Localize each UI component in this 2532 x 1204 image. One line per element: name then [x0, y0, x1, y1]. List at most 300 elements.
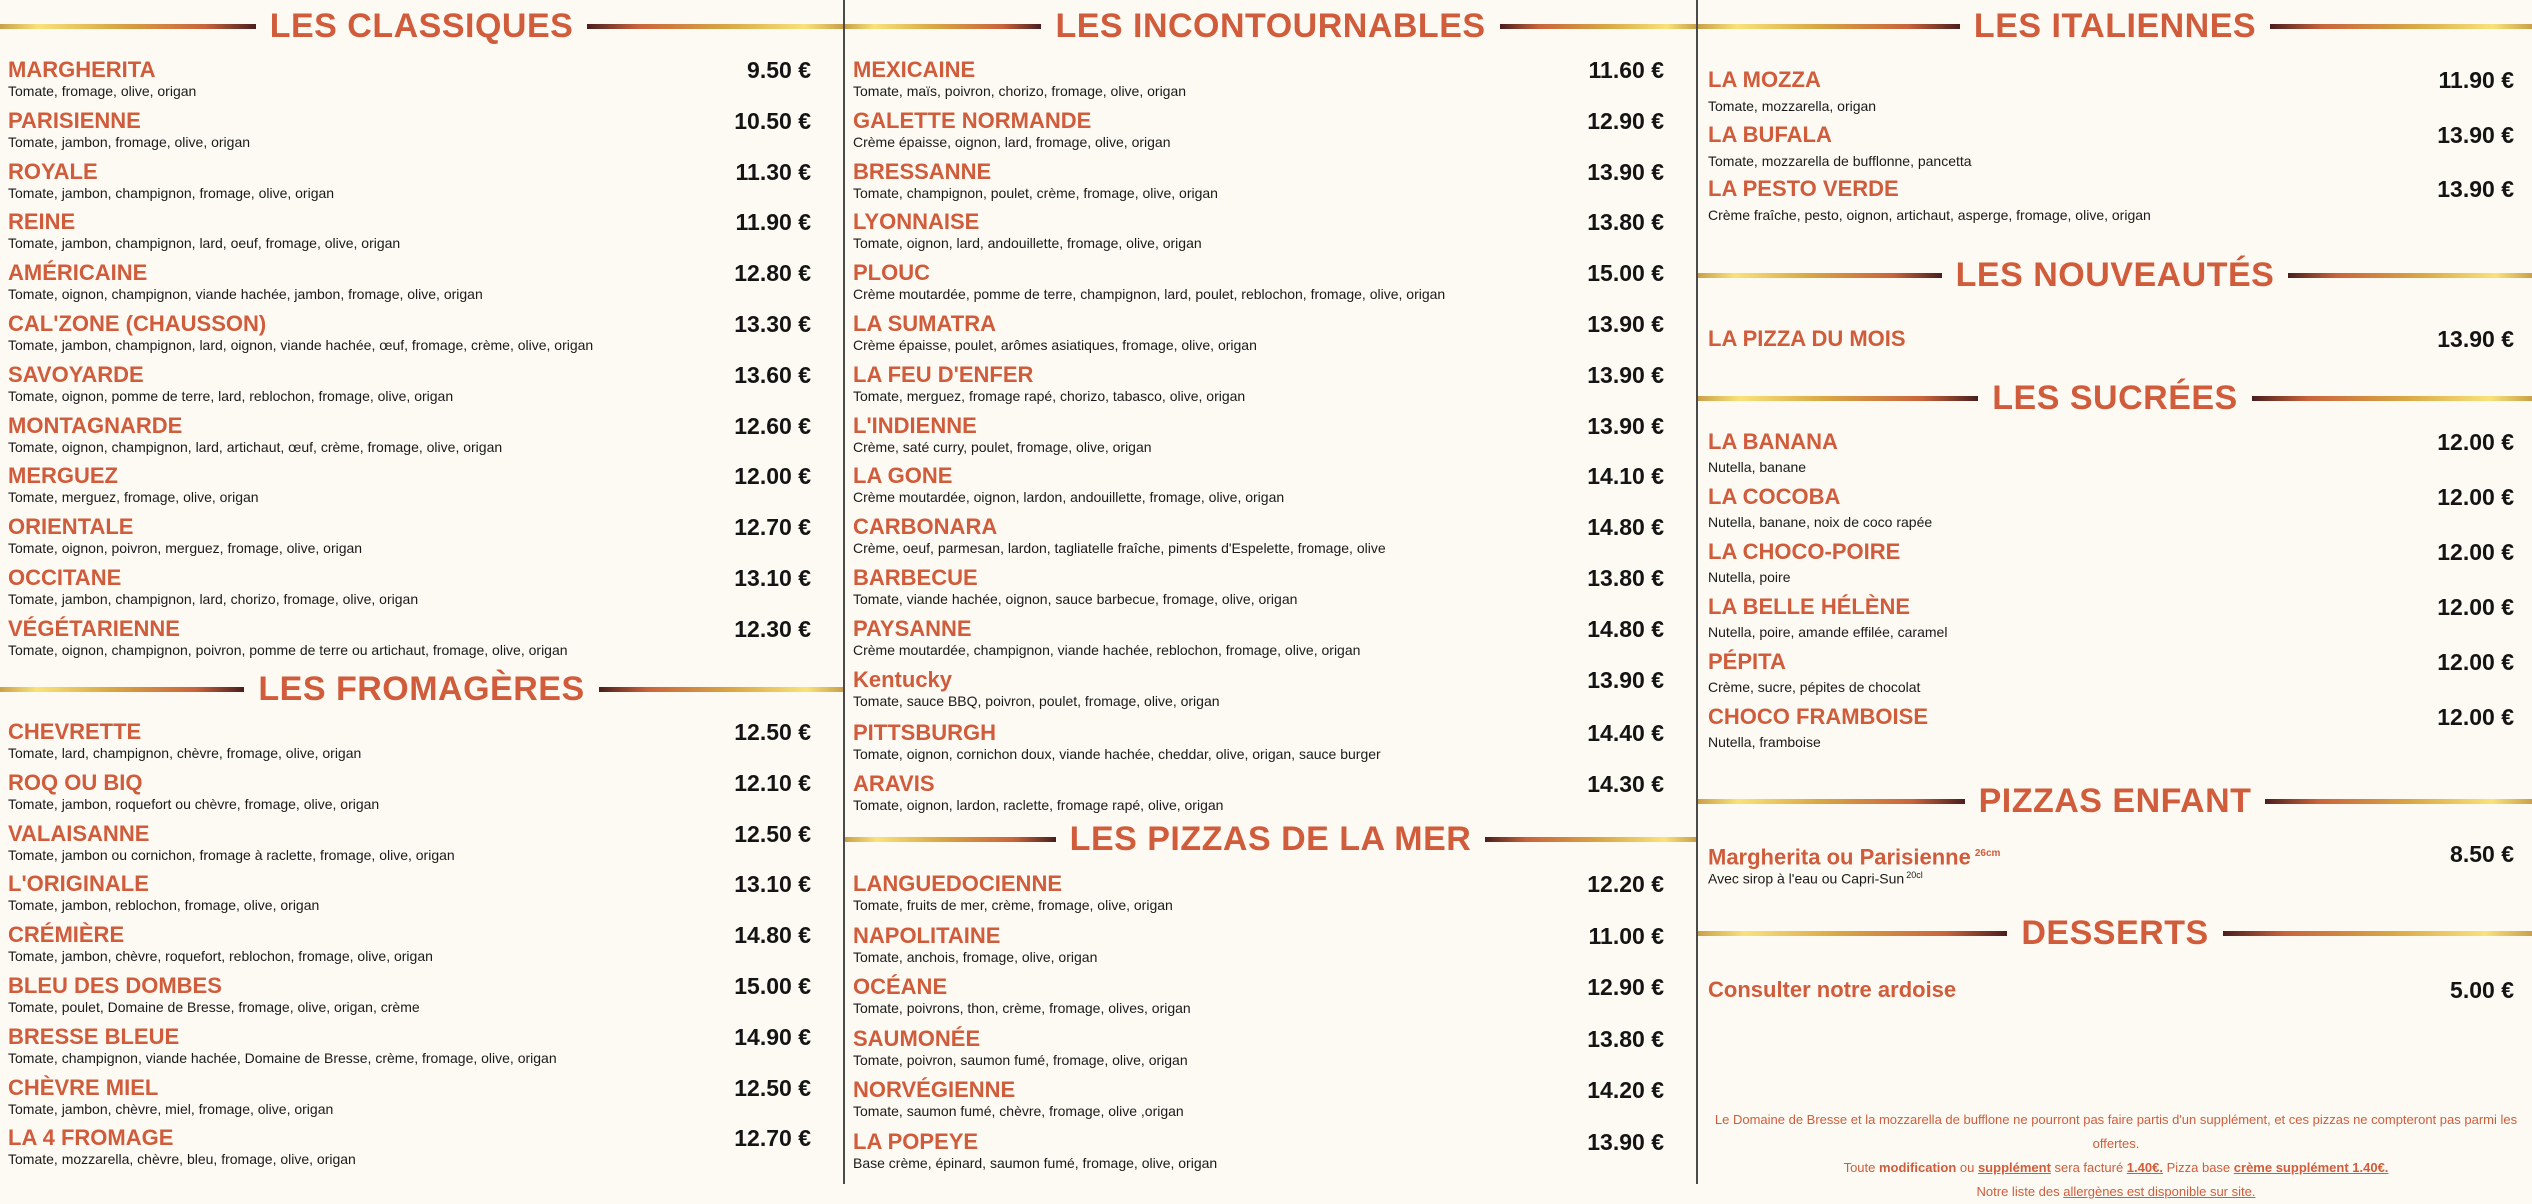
item-price: 13.80 € [1587, 209, 1664, 236]
item-description-text: Nutella, poire, amande effilée, caramel [1708, 624, 1948, 640]
divider-line [1500, 24, 1696, 29]
item-price: 8.50 € [2450, 841, 2514, 867]
item-price: 12.00 € [2437, 704, 2514, 730]
item-name [8, 464, 118, 488]
section-header-incontournables [845, 4, 1696, 48]
menu-item [8, 312, 811, 360]
item-name [853, 924, 1000, 948]
item-description-text: Crème moutardée, champignon, viande hachée, reblochon, fromage, olive, origan [853, 641, 1361, 658]
item-name-text: LA BELLE HÉLÈNE [1708, 594, 1911, 619]
item-price: 12.90 € [1587, 974, 1664, 1000]
item-price: 12.00 € [2437, 649, 2514, 675]
footer-notes [1700, 1108, 2532, 1204]
item-name [8, 58, 155, 82]
item-description [853, 540, 1386, 556]
divider-line [2288, 273, 2532, 278]
item-description-text: Avec sirop à l'eau ou Capri-Sun [1708, 870, 1905, 887]
divider-line [1698, 24, 1960, 29]
item-description-text: Tomate, merguez, fromage, olive, origan [8, 489, 259, 506]
section-header-fromageres [0, 667, 843, 711]
menu-item [1708, 123, 2514, 171]
item-description [8, 591, 418, 607]
item-description [8, 235, 400, 251]
menu-item [853, 210, 1664, 258]
menu-item [853, 566, 1664, 614]
item-name [8, 720, 141, 744]
item-description [853, 286, 1445, 302]
item-name-text: LA CHOCO-POIRE [1708, 539, 1901, 564]
item-description-text: Tomate, fruits de mer, crème, fromage, olive, origan [853, 897, 1173, 913]
item-name [8, 312, 266, 336]
menu-item [853, 772, 1664, 820]
item-name-text: GALETTE NORMANDE [853, 107, 1092, 133]
item-name-text: VALAISANNE [8, 820, 150, 846]
item-description-text: Tomate, mozzarella, chèvre, bleu, fromage, olive, origan [8, 1151, 356, 1168]
item-name-text: LA POPEYE [853, 1128, 979, 1154]
menu-item [853, 414, 1664, 462]
item-description-text: Tomate, poulet, Domaine de Bresse, fromage, olive, origan, crème [8, 999, 420, 1015]
footer-emphasis: supplément [1977, 1160, 2051, 1175]
item-name [853, 515, 997, 539]
menu-item [853, 668, 1664, 716]
section-header-pizzas-enfant [1698, 779, 2532, 823]
item-description [8, 185, 334, 201]
item-description-text: Tomate, jambon, champignon, lard, chorizo, fromage, olive, origan [8, 591, 419, 607]
item-description [853, 1103, 1184, 1119]
item-name-text: BRESSANNE [853, 158, 992, 184]
item-name [8, 566, 121, 590]
item-description [1708, 207, 2151, 223]
menu-item [8, 566, 811, 614]
item-description-text: Tomate, saumon fumé, chèvre, fromage, olive ,origan [853, 1103, 1184, 1119]
item-price: 12.60 € [734, 412, 811, 439]
item-name-text: BLEU DES DOMBES [8, 973, 222, 998]
item-description-text: Base crème, épinard, saumon fumé, fromage, olive, origan [853, 1154, 1218, 1171]
menu-item [8, 464, 811, 512]
item-description [8, 134, 250, 150]
item-name-text: CHEVRETTE [8, 719, 142, 744]
divider-line [1485, 837, 1696, 842]
divider-line [2223, 931, 2532, 936]
item-name-text: OCÉANE [853, 974, 948, 999]
item-name-text: BRESSE BLEUE [8, 1023, 180, 1049]
item-name [853, 109, 1091, 133]
item-name-text: MEXICAINE [853, 57, 976, 82]
item-price: 12.70 € [734, 514, 811, 541]
divider-line [1698, 931, 2007, 936]
item-price: 12.00 € [2437, 594, 2514, 620]
menu-item [853, 1078, 1664, 1126]
item-description [8, 642, 568, 658]
item-description-text: Tomate, mozzarella, origan [1708, 98, 1877, 114]
item-price: 13.90 € [2437, 326, 2514, 352]
item-name-text: ROQ OU BIQ [8, 769, 143, 795]
item-price: 12.00 € [2437, 539, 2514, 565]
item-description [853, 1052, 1188, 1068]
divider-line [599, 687, 843, 692]
item-description-text: Tomate, oignon, pomme de terre, lard, reblochon, fromage, olive, origan [8, 387, 454, 404]
item-price: 13.90 € [1587, 361, 1664, 388]
section-title: LES FROMAGÈRES [258, 669, 585, 708]
item-description-text: Nutella, poire [1708, 569, 1791, 585]
item-name-text: ROYALE [8, 158, 98, 184]
item-description-text: Tomate, jambon, chèvre, roquefort, reblochon, fromage, olive, origan [8, 948, 433, 965]
item-description [8, 847, 455, 863]
item-name [8, 923, 124, 947]
menu-item [1708, 68, 2514, 116]
menu-item [8, 1025, 811, 1073]
item-name [1708, 123, 1832, 147]
item-price: 14.30 € [1587, 771, 1664, 798]
item-name [853, 160, 991, 184]
allergens-link[interactable]: allergènes est disponible sur site. [2063, 1184, 2256, 1199]
item-price: 11.60 € [1588, 57, 1664, 83]
menu-item [853, 721, 1664, 769]
item-description [1708, 679, 1920, 695]
item-price: 14.80 € [734, 922, 811, 949]
item-description-text: Tomate, champignon, poulet, crème, fromage, olive, origan [853, 184, 1218, 201]
item-name-text: ARAVIS [853, 771, 935, 797]
item-description [8, 1050, 557, 1066]
item-description-text: Nutella, banane, noix de coco rapée [1708, 514, 1933, 530]
menu-item [8, 1076, 811, 1124]
menu-item [853, 261, 1664, 309]
item-description-text: Tomate, viande hachée, oignon, sauce barbecue, fromage, olive, origan [853, 591, 1298, 607]
item-price: 12.30 € [734, 615, 811, 642]
item-description [8, 745, 361, 761]
item-name [8, 160, 98, 184]
item-description-text: Crème, sucre, pépites de chocolat [1708, 679, 1921, 695]
item-description [1708, 459, 1806, 475]
item-name [853, 210, 979, 234]
item-description-text: Tomate, mozzarella de bufflonne, pancetta [1708, 152, 1972, 169]
item-description-text: Tomate, jambon, champignon, lard, oignon, viande hachée, œuf, fromage, crème, olive, origan [8, 337, 594, 353]
menu-item [8, 617, 811, 665]
item-description [1708, 624, 1947, 640]
item-description [8, 948, 433, 964]
divider-line [2265, 799, 2532, 804]
item-price: 14.80 € [1587, 615, 1664, 642]
footer-text: Pizza base [2162, 1160, 2234, 1175]
item-name [1708, 485, 1840, 509]
item-price: 12.00 € [734, 463, 811, 490]
item-description [853, 797, 1223, 813]
menu-item [8, 261, 811, 309]
menu-item [8, 720, 811, 768]
item-price: 11.00 € [1588, 922, 1664, 949]
item-description-text: Tomate, jambon, champignon, lard, oeuf, fromage, olive, origan [8, 235, 401, 252]
item-name-text: LA MOZZA [1708, 67, 1821, 92]
item-price: 12.50 € [734, 719, 811, 745]
item-description-text: Tomate, jambon, roquefort ou chèvre, fromage, olive, origan [8, 795, 380, 812]
item-description-text: Crème moutardée, oignon, lardon, andouillette, fromage, olive, origan [853, 489, 1285, 506]
item-description-text: Tomate, champignon, viande hachée, Domaine de Bresse, crème, fromage, olive, origan [8, 1049, 557, 1066]
divider-line [587, 24, 843, 29]
menu-item [1708, 485, 2514, 533]
menu-item [8, 515, 811, 563]
menu-item [853, 160, 1664, 208]
menu-item [1708, 177, 2514, 225]
item-name [853, 261, 930, 285]
item-name-text: LA BANANA [1708, 429, 1838, 454]
menu-item [1708, 978, 2514, 1026]
item-description [8, 388, 453, 404]
item-name [8, 261, 147, 285]
item-name-text: MONTAGNARDE [8, 412, 183, 438]
item-description-text: Tomate, jambon, chèvre, miel, fromage, olive, origan [8, 1100, 334, 1117]
divider-line [1698, 396, 1978, 401]
menu-item [853, 617, 1664, 665]
item-description-text: Tomate, jambon, reblochon, fromage, olive, origan [8, 897, 320, 914]
item-description-text: Tomate, jambon, fromage, olive, origan [8, 133, 251, 150]
item-price: 11.90 € [735, 209, 811, 236]
section-header-pizzas-de-la-mer [845, 817, 1696, 861]
item-price: 5.00 € [2450, 977, 2514, 1003]
item-price: 14.10 € [1587, 463, 1664, 490]
menu-item [853, 312, 1664, 360]
item-description [853, 1000, 1191, 1016]
item-description [853, 439, 1152, 455]
item-name-text: LA PESTO VERDE [1708, 176, 1899, 201]
item-price: 10.50 € [734, 107, 811, 134]
item-name [8, 1025, 179, 1049]
item-name [8, 617, 180, 641]
item-description [1708, 734, 1821, 750]
divider-line [845, 837, 1056, 842]
menu-item [1708, 842, 2514, 890]
section-header-italiennes [1698, 4, 2532, 48]
item-name [853, 1078, 1015, 1102]
item-name-text: LYONNAISE [853, 209, 980, 235]
item-description [853, 388, 1245, 404]
item-price: 13.90 € [1587, 1128, 1664, 1155]
item-description [8, 489, 259, 505]
item-name [853, 617, 972, 641]
divider-line [0, 24, 256, 29]
item-name [8, 872, 149, 896]
item-price: 12.50 € [734, 1074, 811, 1101]
menu-item [8, 1126, 811, 1174]
menu-item [853, 58, 1664, 106]
menu-item [1708, 430, 2514, 478]
item-description-text: Tomate, poivrons, thon, crème, fromage, olives, origan [853, 1000, 1191, 1016]
item-name-text: NAPOLITAINE [853, 922, 1001, 948]
item-price: 13.80 € [1587, 565, 1664, 591]
item-price: 13.90 € [1587, 158, 1664, 185]
item-description-text: Tomate, oignon, lardon, raclette, fromage rapé, olive, origan [853, 797, 1224, 814]
section-title: LES INCONTOURNABLES [1055, 6, 1486, 45]
item-name-text: LA PIZZA DU MOIS [1708, 326, 1906, 351]
item-name [853, 363, 1033, 387]
footer-emphasis: 1.40€. [2126, 1160, 2163, 1175]
menu-item [8, 872, 811, 920]
item-description-text: Tomate, oignon, champignon, poivron, pomme de terre ou artichaut, fromage, olive, origan [8, 641, 568, 658]
item-description [8, 796, 379, 812]
footer-text: sera facturé [2050, 1160, 2127, 1175]
item-price: 13.90 € [1587, 666, 1664, 693]
item-name [853, 414, 977, 438]
item-description-text: Nutella, framboise [1708, 734, 1821, 750]
menu-item [1708, 705, 2514, 753]
footer-emphasis: modification [1878, 1160, 1957, 1175]
item-name-text: CRÉMIÈRE [8, 922, 125, 948]
item-name-text: SAVOYARDE [8, 361, 144, 387]
item-name-text: CARBONARA [853, 514, 998, 540]
item-name [1708, 68, 1821, 92]
item-name-text: Margherita ou Parisienne [1708, 844, 1971, 870]
item-name [853, 566, 978, 590]
item-price: 12.10 € [734, 769, 811, 796]
menu-item [853, 924, 1664, 972]
item-description [853, 489, 1284, 505]
item-name-text: PARISIENNE [8, 107, 141, 133]
menu-column-2 [845, 0, 1696, 1184]
item-description [8, 999, 420, 1015]
item-name [8, 771, 142, 795]
item-name [1708, 705, 1928, 729]
item-description-text: Tomate, fromage, olive, origan [8, 83, 197, 99]
item-description-text: Tomate, oignon, champignon, viande hachée, jambon, fromage, olive, origan [8, 286, 483, 303]
menu-item [8, 974, 811, 1022]
item-name-text: OCCITANE [8, 565, 122, 590]
item-name [1708, 650, 1786, 674]
item-name [8, 1076, 158, 1100]
item-price: 13.60 € [734, 361, 811, 388]
item-description-text: Crème fraîche, pesto, oignon, artichaut, asperge, fromage, olive, origan [1708, 207, 2151, 223]
item-description-text: Crème épaisse, poulet, arômes asiatiques, fromage, olive, origan [853, 337, 1257, 353]
item-size-note: 26cm [1974, 848, 2001, 859]
menu-item [853, 515, 1664, 563]
menu-item [853, 975, 1664, 1023]
item-description [1708, 98, 1876, 114]
item-name-text: CHOCO FRAMBOISE [1708, 704, 1928, 729]
item-price: 12.80 € [734, 260, 811, 287]
item-name-text: LA FEU D'ENFER [853, 361, 1034, 387]
item-description-text: Tomate, oignon, cornichon doux, viande hachée, cheddar, olive, origan, sauce burger [853, 746, 1381, 763]
item-description [1708, 153, 1972, 169]
menu-item [1708, 327, 2514, 375]
item-name [1708, 177, 1899, 201]
item-name-text: BARBECUE [853, 565, 978, 590]
menu-item [853, 1027, 1664, 1075]
item-description-text: Tomate, poivron, saumon fumé, fromage, olive, origan [853, 1051, 1188, 1068]
item-name-text: CHÈVRE MIEL [8, 1074, 159, 1100]
item-price: 13.90 € [2437, 176, 2514, 202]
footer-line-1: Le Domaine de Bresse et la mozzarella de bufflone ne pourront pas faire partis d'un supplément, et ces pizzas ne compteront pas parmi les offertes. [1714, 1112, 2518, 1151]
item-name [1708, 842, 2000, 869]
menu-item [853, 872, 1664, 920]
item-name [853, 1027, 980, 1051]
item-name-text: LANGUEDOCIENNE [853, 871, 1063, 896]
item-name-text: NORVÉGIENNE [853, 1077, 1016, 1102]
item-name-text: L'ORIGINALE [8, 871, 149, 897]
item-description [8, 1101, 333, 1117]
section-title: DESSERTS [2021, 913, 2209, 952]
divider-line [1698, 799, 1965, 804]
menu-item [853, 1130, 1664, 1178]
divider-line [0, 687, 244, 692]
item-description [853, 949, 1097, 965]
item-description [853, 235, 1202, 251]
item-name [8, 822, 149, 846]
item-name [853, 772, 935, 796]
item-description [853, 746, 1381, 762]
item-description [8, 1151, 356, 1167]
item-description [853, 591, 1297, 607]
item-name-text: REINE [8, 209, 76, 235]
item-price: 13.30 € [734, 311, 811, 337]
section-header-nouveautes [1698, 253, 2532, 297]
section-header-sucrees [1698, 376, 2532, 420]
item-name-text: Consulter notre ardoise [1708, 977, 1957, 1002]
item-price: 12.90 € [1587, 107, 1664, 134]
section-title: LES ITALIENNES [1973, 6, 2257, 45]
item-name [8, 515, 133, 539]
item-description [853, 642, 1360, 658]
item-description [1708, 514, 1932, 530]
item-description [8, 286, 483, 302]
menu-item [8, 923, 811, 971]
item-name [853, 872, 1062, 896]
item-name-text: LA SUMATRA [853, 311, 996, 336]
item-description-text: Crème moutardée, pomme de terre, champignon, lard, poulet, reblochon, fromage, olive, origan [853, 286, 1446, 303]
item-description-text: Nutella, banane [1708, 459, 1807, 475]
item-description-text: Tomate, lard, champignon, chèvre, fromage, olive, origan [8, 745, 362, 761]
item-price: 13.10 € [734, 871, 811, 898]
section-title: LES PIZZAS DE LA MER [1069, 819, 1472, 858]
item-name [1708, 327, 1906, 351]
item-price: 15.00 € [1587, 260, 1664, 287]
item-price: 12.20 € [1587, 871, 1664, 897]
item-name-text: ORIENTALE [8, 514, 134, 540]
section-title: LES CLASSIQUES [269, 6, 574, 45]
divider-line [845, 24, 1041, 29]
item-price: 13.90 € [1587, 412, 1664, 439]
item-description-text: Tomate, anchois, fromage, olive, origan [853, 948, 1098, 965]
item-price: 13.90 € [2437, 121, 2514, 148]
item-name-text: Kentucky [853, 666, 953, 692]
item-name [8, 363, 144, 387]
item-name [853, 464, 952, 488]
item-volume-note: 20cl [1906, 870, 1923, 880]
section-header-desserts [1698, 911, 2532, 955]
item-price: 14.20 € [1587, 1077, 1664, 1103]
item-description-text: Tomate, jambon, champignon, fromage, olive, origan [8, 184, 335, 201]
menu-item [8, 822, 811, 870]
item-name [8, 109, 141, 133]
item-description [1708, 569, 1791, 585]
menu-item [8, 414, 811, 462]
item-name [8, 414, 182, 438]
menu-item [8, 363, 811, 411]
divider-line [2270, 24, 2532, 29]
menu-item [8, 109, 811, 157]
item-description-text: Crème épaisse, oignon, lard, fromage, olive, origan [853, 133, 1171, 150]
item-name [8, 974, 222, 998]
footer-line-2 [1700, 1156, 2532, 1180]
item-description [1708, 867, 1923, 887]
item-description [8, 897, 319, 913]
section-header-classiques [0, 4, 843, 48]
menu-item [853, 464, 1664, 512]
menu-column-3 [1698, 0, 2532, 1184]
item-name-text: PÉPITA [1708, 649, 1786, 674]
footer-text: Toute [1843, 1160, 1879, 1175]
item-name [853, 1130, 978, 1154]
footer-text: Notre liste des [1976, 1184, 2064, 1199]
item-name [853, 721, 996, 745]
item-description [8, 540, 362, 556]
